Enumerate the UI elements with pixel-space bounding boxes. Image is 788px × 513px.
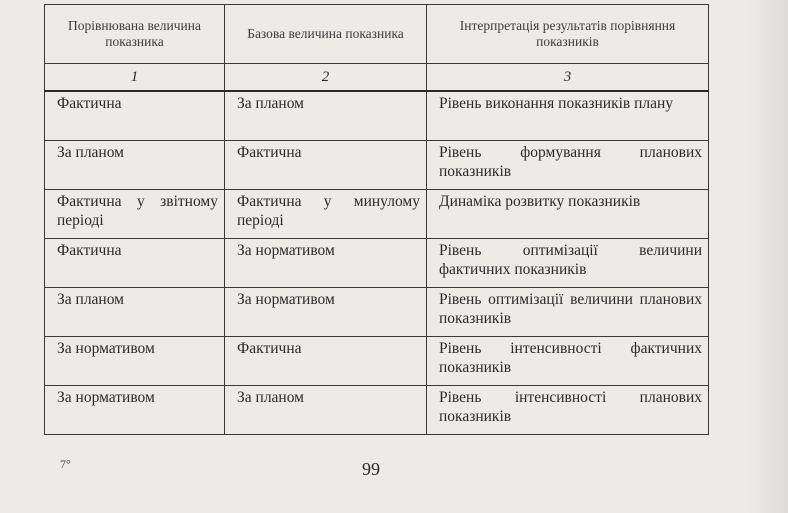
interpretation-cell: Динаміка розвитку показників: [427, 190, 709, 239]
interpretation-cell: Рівень оптимізації величини планових показників: [427, 288, 709, 337]
table-header-row: [45, 5, 709, 64]
compared-value-cell: За планом: [45, 288, 225, 337]
table-row: [45, 239, 709, 288]
compared-value-cell: Фактична у звітному періоді: [45, 190, 225, 239]
base-value-cell: За планом: [225, 91, 427, 141]
base-value-cell: За нормативом: [225, 288, 427, 337]
compared-value-cell: За нормативом: [45, 337, 225, 386]
base-value-cell: Фактична: [225, 337, 427, 386]
table-row: [45, 91, 709, 141]
compared-value-cell: За планом: [45, 141, 225, 190]
header-compared-value: Порівнювана величина показника: [45, 5, 225, 64]
base-value-cell: Фактична: [225, 141, 427, 190]
interpretation-cell: Рівень виконання показників плану: [427, 91, 709, 141]
header-interpretation: Інтерпретація результатів порівняння показників: [427, 5, 709, 64]
table-row: [45, 190, 709, 239]
interpretation-cell: Рівень інтенсивності фактичних показників: [427, 337, 709, 386]
column-number-row: [45, 64, 709, 92]
comparison-table: [44, 4, 709, 435]
table-row: [45, 337, 709, 386]
table-row: [45, 141, 709, 190]
column-number: 1: [45, 64, 225, 92]
interpretation-cell: Рівень інтенсивності планових показників: [427, 386, 709, 435]
page-number: 99: [362, 459, 380, 479]
table-row: [45, 386, 709, 435]
interpretation-cell: Рівень формування планових показників: [427, 141, 709, 190]
interpretation-cell: Рівень оптимізації величини фактичних показників: [427, 239, 709, 288]
footer-mark: 7°: [60, 457, 71, 471]
base-value-cell: За планом: [225, 386, 427, 435]
column-number: 2: [225, 64, 427, 92]
page-edge-shadow: [748, 0, 788, 513]
compared-value-cell: Фактична: [45, 239, 225, 288]
compared-value-cell: Фактична: [45, 91, 225, 141]
table-row: [45, 288, 709, 337]
base-value-cell: За нормативом: [225, 239, 427, 288]
header-base-value: Базова величина показника: [225, 5, 427, 64]
compared-value-cell: За нормативом: [45, 386, 225, 435]
base-value-cell: Фактична у минулому періоді: [225, 190, 427, 239]
column-number: 3: [427, 64, 709, 92]
